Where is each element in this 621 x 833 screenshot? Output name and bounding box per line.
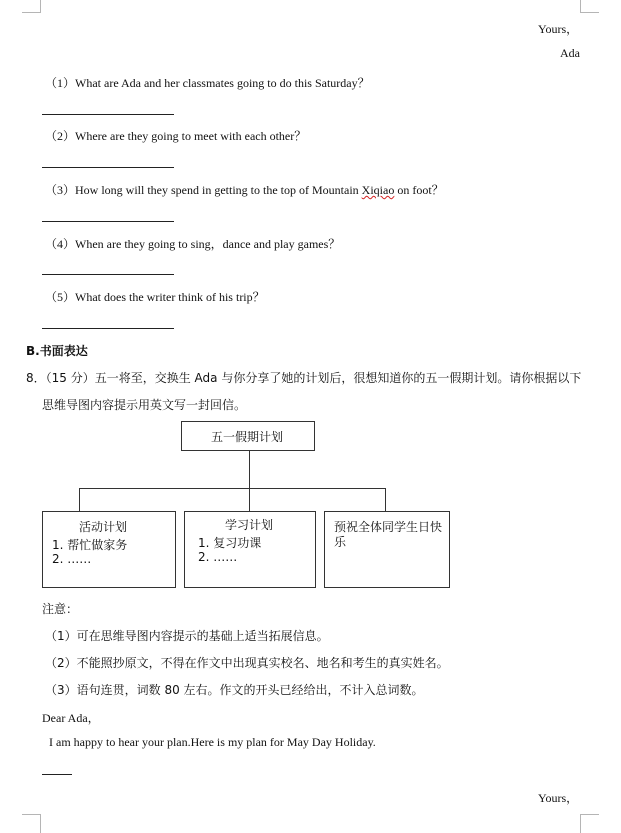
mindmap-root-label: 五一假期计划 [211, 430, 284, 444]
question-1 [45, 74, 370, 91]
branch-title: 活动计划 [79, 520, 128, 534]
note-item-2: （2）不能照抄原文，不得在作文中出现真实校名、地名和考生的真实姓名。 [45, 656, 449, 670]
connector-horizontal [79, 488, 386, 489]
writing-answer-line[interactable] [42, 774, 72, 775]
question-4 [45, 235, 340, 252]
letter-closing: Yours， [538, 791, 579, 805]
branch-title: 预祝全体同学生日快乐 [334, 520, 443, 549]
question-number: （2） [45, 129, 76, 143]
note-item-1: （1）可在思维导图内容提示的基础上适当拓展信息。 [45, 629, 329, 643]
answer-line-2[interactable] [42, 167, 174, 168]
question-text-wavy: Xiqiao [361, 183, 395, 197]
question-number: （5） [45, 290, 76, 304]
question-number: （3） [45, 183, 76, 197]
corner-mark-bottom-left [22, 814, 41, 833]
branch-item: 2. …… [52, 552, 92, 566]
mindmap-root-box [181, 421, 315, 451]
branch-item: 1. 帮忙做家务 [52, 538, 128, 552]
answer-line-1[interactable] [42, 114, 174, 115]
question-5 [45, 288, 265, 305]
question-text: Where are they going to meet with each other？ [75, 129, 307, 143]
question-3 [45, 181, 444, 198]
branch-item: 2. …… [198, 550, 238, 564]
answer-line-4[interactable] [42, 274, 174, 275]
branch-item: 1. 复习功课 [198, 536, 262, 550]
letter-opening-sentence: I am happy to hear your plan.Here is my plan for May Day Holiday. [49, 735, 376, 749]
mindmap-branch-study [184, 511, 316, 588]
corner-mark-top-left [22, 0, 41, 13]
connector-vertical-root [249, 451, 250, 488]
corner-mark-bottom-right [580, 814, 599, 833]
task-prompt-line-1: 8．（15 分）五一将至，交换生 Ada 与你分享了她的计划后，很想知道你的五一假期计划。请你根据以下 [26, 371, 582, 385]
answer-line-5[interactable] [42, 328, 174, 329]
note-item-3: （3）语句连贯，词数 80 左右。作文的开头已经给出，不计入总词数。 [45, 683, 424, 697]
answer-line-3[interactable] [42, 221, 174, 222]
connector-branch-3 [385, 488, 386, 511]
letter-greeting: Dear Ada， [42, 711, 100, 725]
question-text-end: on foot？ [394, 183, 444, 197]
mindmap-branch-birthday [324, 511, 450, 588]
notes-title: 注意： [42, 602, 79, 616]
task-prompt-line-2: 思维导图内容提示用英文写一封回信。 [42, 398, 247, 412]
branch-title: 学习计划 [225, 518, 274, 532]
question-2 [45, 127, 306, 144]
connector-branch-2 [249, 488, 250, 511]
section-title: B.书面表达 [26, 344, 88, 358]
connector-branch-1 [79, 488, 80, 512]
question-number: （1） [45, 76, 76, 90]
question-number: （4） [45, 237, 76, 251]
question-text: How long will they spend in getting to the top of Mountain [75, 183, 362, 197]
question-text: What are Ada and her classmates going to do this Saturday？ [75, 76, 370, 90]
mindmap-branch-activity [42, 511, 176, 588]
corner-mark-top-right [580, 0, 599, 13]
letter-signature-top: Ada [560, 46, 580, 60]
question-text: What does the writer think of his trip？ [75, 290, 265, 304]
question-text: When are they going to sing，dance and play games？ [75, 237, 341, 251]
letter-closing-top: Yours， [538, 22, 579, 36]
